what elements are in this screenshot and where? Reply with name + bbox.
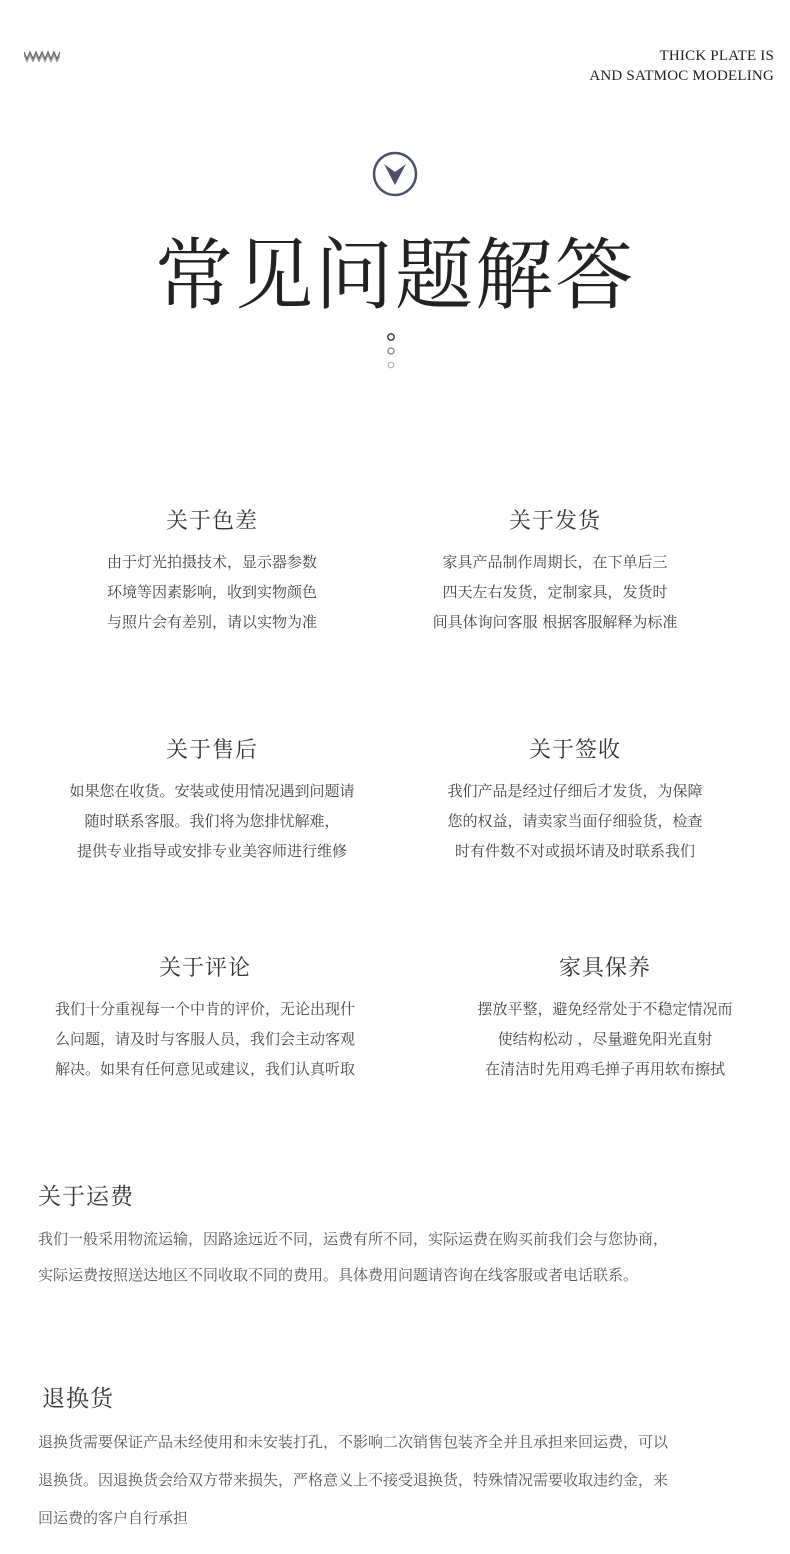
- section-body: [38, 1423, 782, 1537]
- faq-title: 关于发货: [508, 509, 601, 534]
- faq-item-color: [27, 507, 397, 637]
- faq-line: 家具产品制作周期长，在下单后三: [442, 553, 668, 571]
- section-line: 回运费的客户自行承担: [38, 1509, 189, 1527]
- faq-item-shipping-time: [370, 507, 740, 637]
- shipping-fee-section: [38, 1181, 778, 1293]
- faq-line: 我们产品是经过仔细后才发货，为保障: [447, 782, 703, 800]
- faq-title: 家具保养: [558, 956, 651, 981]
- brand-line-1: THICK PLATE IS: [659, 48, 774, 64]
- faq-line: 与照片会有差别，请以实物为准: [106, 613, 317, 631]
- faq-line: 使结构松动 ，尽量避免阳光直射: [497, 1030, 713, 1048]
- section-body: [38, 1221, 778, 1293]
- faq-item-reviews: [20, 954, 390, 1084]
- faq-line: 么问题，请及时与客服人员，我们会主动客观: [54, 1030, 355, 1048]
- faq-line: 间具体询问客服 根据客服解释为标准: [432, 613, 678, 631]
- faq-title: 关于色差: [165, 509, 258, 534]
- faq-line: 摆放平整，避免经常处于不稳定情况而: [477, 1000, 733, 1018]
- faq-item-after-sales: [27, 736, 397, 866]
- faq-line: 由于灯光拍摄技术，显示器参数: [106, 553, 317, 571]
- faq-line: 环境等因素影响，收到实物颜色: [106, 583, 317, 601]
- faq-title: 关于评论: [158, 956, 251, 981]
- faq-body: [390, 776, 760, 866]
- faq-line: 提供专业指导或安排专业美容师进行维修: [76, 842, 347, 860]
- brand-tagline: [589, 46, 774, 86]
- faq-body: [420, 994, 790, 1084]
- faq-item-receipt: [390, 736, 760, 866]
- down-arrow-icon: [372, 151, 418, 197]
- section-title: 退换货: [42, 1386, 114, 1412]
- faq-line: 如果您在收货。安装或使用情况遇到问题请: [69, 782, 355, 800]
- section-line: 我们一般采用物流运输，因路途远近不同，运费有所不同，实际运费在购买前我们会与您协商，: [38, 1230, 669, 1248]
- brand-line-2: AND SATMOC MODELING: [589, 68, 774, 84]
- returns-section: [38, 1383, 782, 1537]
- faq-line: 在清洁时先用鸡毛掸子再用软布擦拭: [484, 1060, 725, 1078]
- faq-body: [27, 776, 397, 866]
- faq-line: 四天左右发货，定制家具，发货时: [442, 583, 668, 601]
- scroll-dots-icon: [385, 332, 397, 372]
- section-line: 退换货需要保证产品未经使用和未安装打孔，不影响二次销售包装齐全并且承担来回运费，可以: [38, 1433, 669, 1451]
- section-line: 实际运费按照送达地区不同收取不同的费用。具体费用问题请咨询在线客服或者电话联系。: [38, 1266, 639, 1284]
- page-title: 常见问题解答: [154, 231, 635, 321]
- zigzag-decoration-icon: [24, 50, 60, 62]
- faq-line: 随时联系客服。我们将为您排忧解难，: [84, 812, 340, 830]
- faq-line: 您的权益，请卖家当面仔细验货，检查: [447, 812, 703, 830]
- section-line: 退换货。因退换货会给双方带来损失，严格意义上不接受退换货，特殊情况需要收取违约金，来: [38, 1471, 669, 1489]
- faq-title: 关于售后: [165, 738, 258, 763]
- faq-line: 时有件数不对或损坏请及时联系我们: [454, 842, 695, 860]
- faq-body: [370, 547, 740, 637]
- faq-line: 我们十分重视每一个中肯的评价，无论出现什: [54, 1000, 355, 1018]
- faq-item-care: [420, 954, 790, 1084]
- faq-body: [27, 547, 397, 637]
- section-title: 关于运费: [38, 1184, 134, 1210]
- faq-title: 关于签收: [528, 738, 621, 763]
- faq-body: [20, 994, 390, 1084]
- faq-line: 解决。如果有任何意见或建议，我们认真听取: [54, 1060, 355, 1078]
